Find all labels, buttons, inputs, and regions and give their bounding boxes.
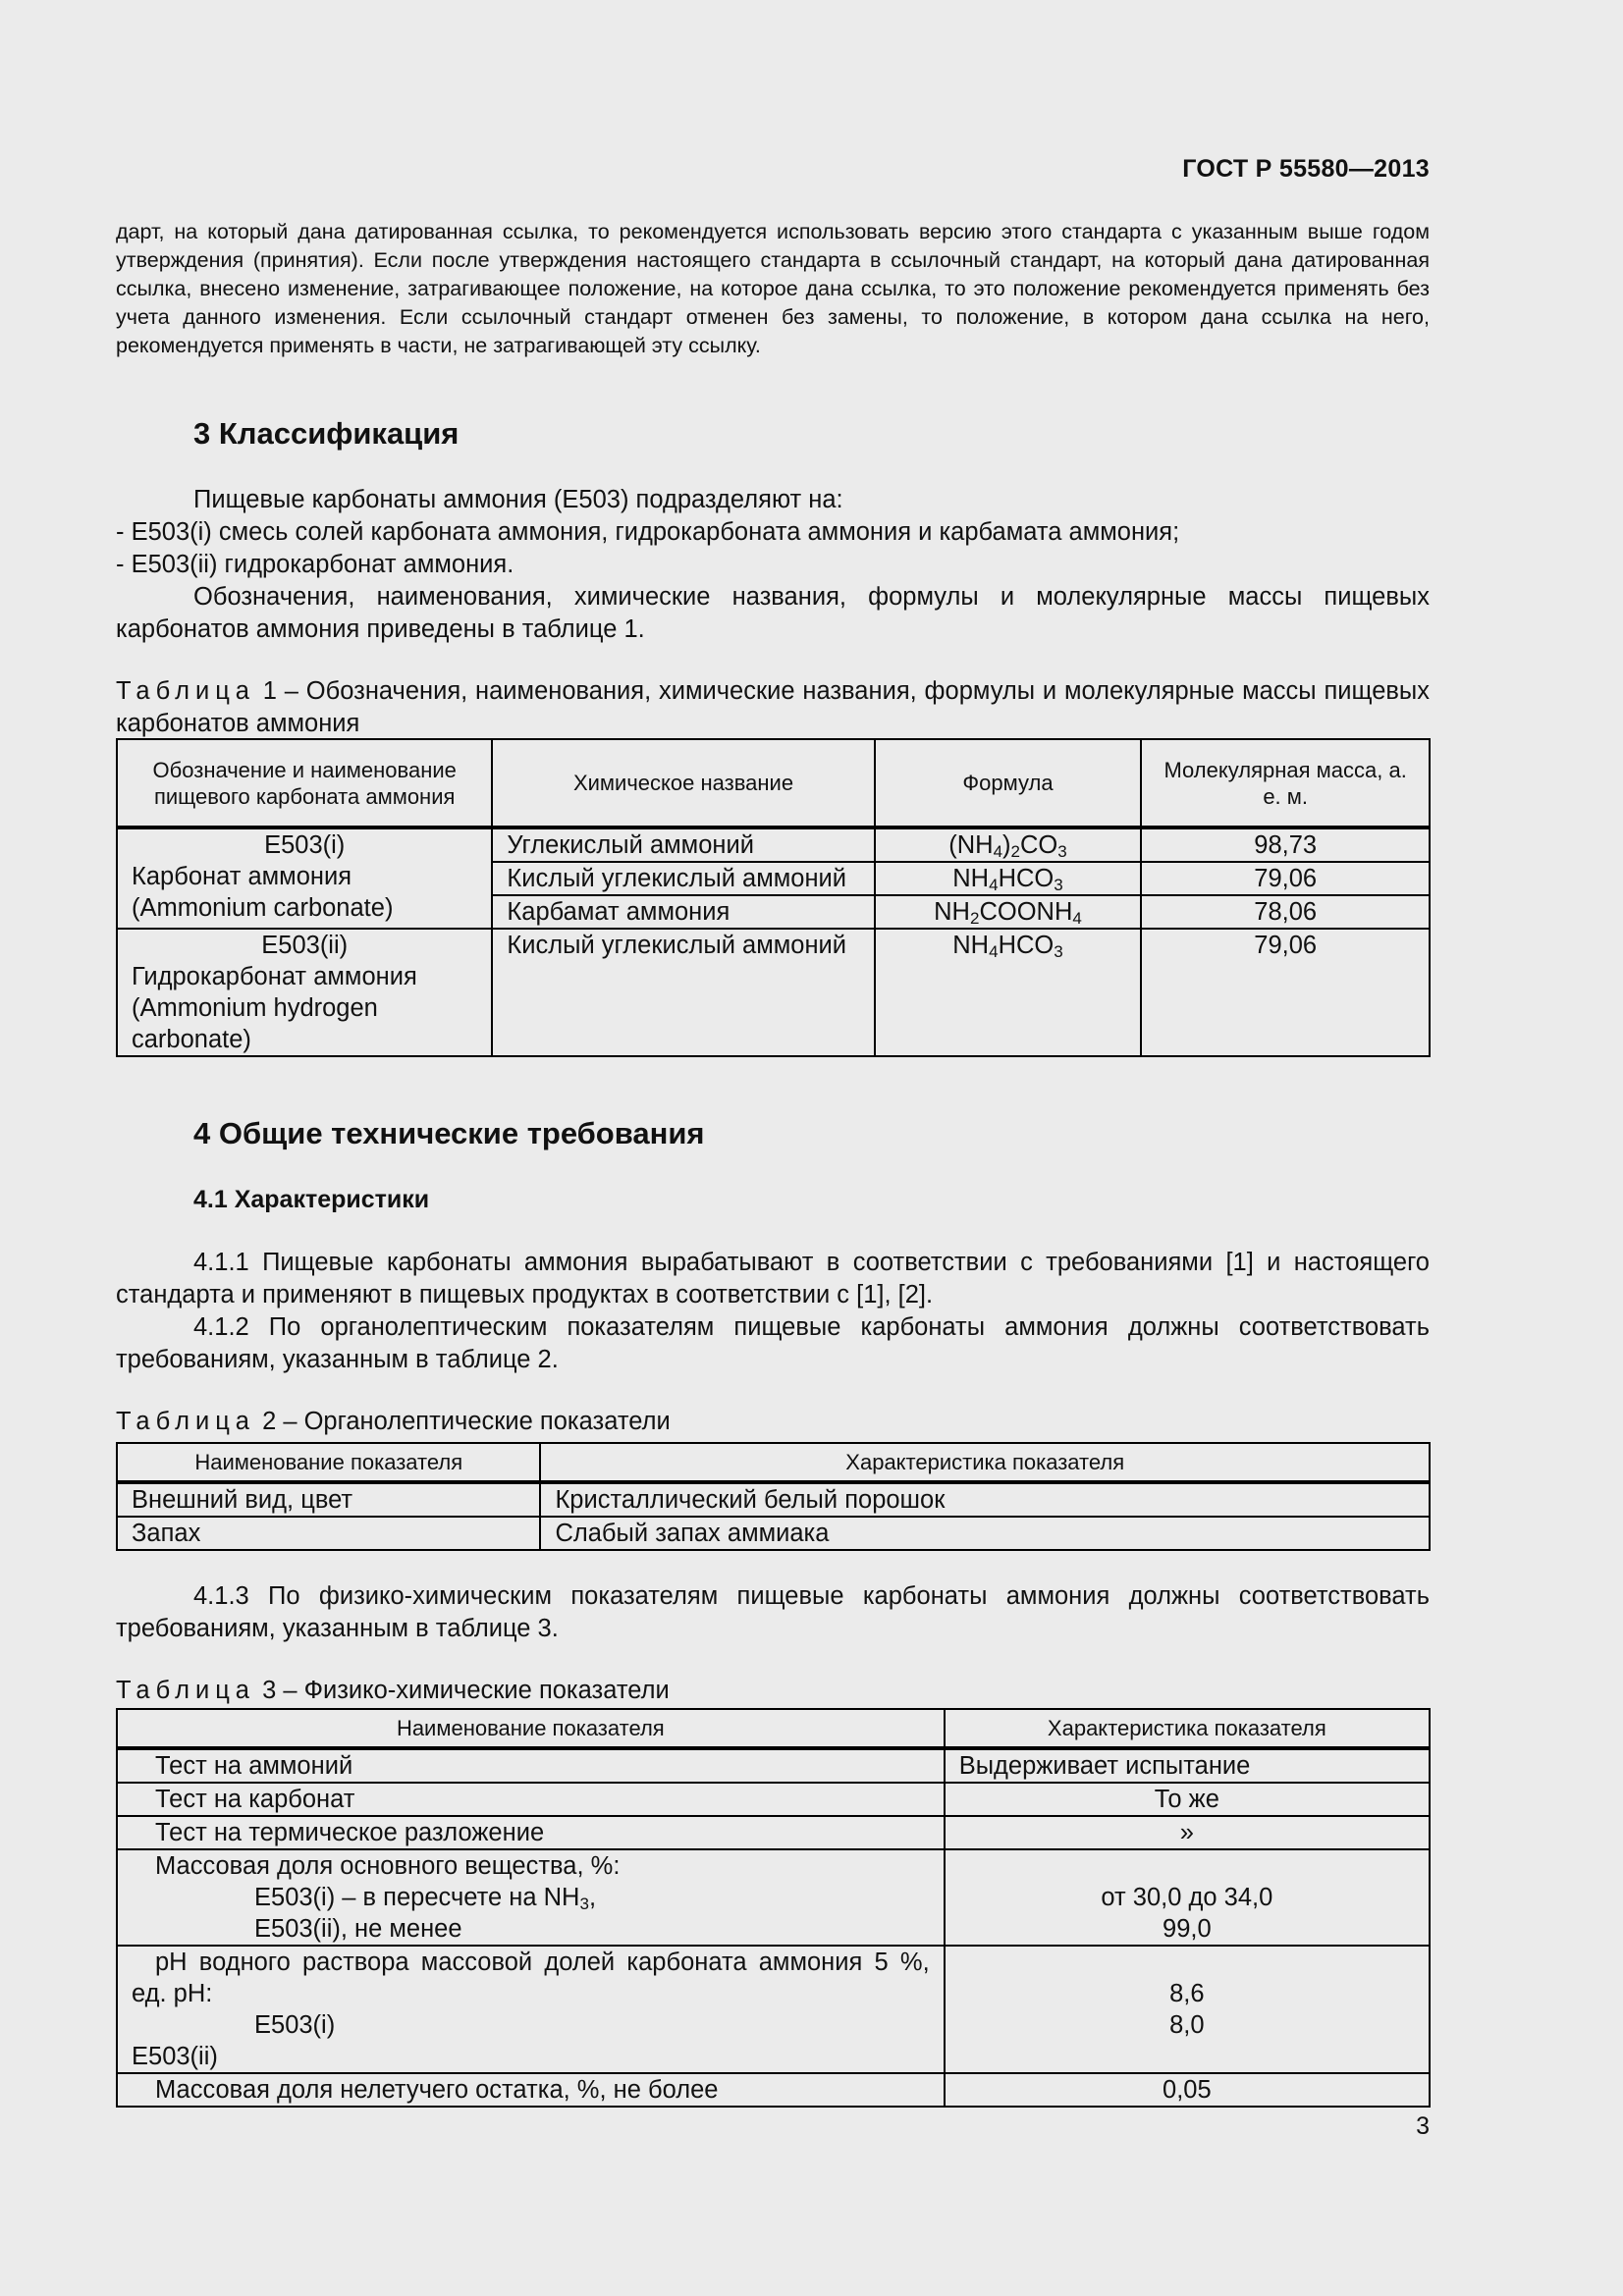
intro-paragraph: дарт, на который дана датированная ссылка, то рекомендуется использовать версию этого стандарта с указанным выше годом утверждения (принятия). Если после утверждения настоящего стандарта в ссылочный стандарт, на который дана датированная ссылка, внесено изменение, затрагивающее положение, на которое дана ссылка, то это положение рекомендуется применять без учета данного изменения. Если ссылочный стандарт отменен без замены, то положение, в котором дана ссылка на него, рекомендуется применять в части, не затрагивающей эту ссылку. bbox=[116, 220, 1430, 357]
table-cell: Слабый запах аммиака bbox=[540, 1517, 1430, 1550]
table-3 bbox=[116, 1708, 1431, 2108]
table-3-header-row bbox=[117, 1709, 1430, 1748]
table-3-caption bbox=[116, 1675, 1430, 1707]
section-3-line-2: - Е503(i) смесь солей карбоната аммония, гидрокарбоната аммония и карбамата аммония; bbox=[116, 518, 1180, 546]
mass-cell: 78,06 bbox=[1141, 895, 1430, 929]
paragraph-4-1-1: 4.1.1 Пищевые карбонаты аммония вырабатывают в соответствии с требованиями [1] и настоящего стандарта и применяют в пищевых продуктах в соответствии с [1], [2]. bbox=[116, 1249, 1430, 1308]
table-row bbox=[117, 1517, 1430, 1550]
chem-name-cell: Карбамат аммония bbox=[492, 895, 874, 929]
section-3-line-3: - Е503(ii) гидрокарбонат аммония. bbox=[116, 551, 514, 578]
table-2 bbox=[116, 1442, 1431, 1551]
table-cell: 8,6 8,0 bbox=[945, 1946, 1430, 2073]
caption-text: 1 – Обозначения, наименования, химические названия, формулы и молекулярные массы пищевых карбонатов аммония bbox=[116, 677, 1430, 737]
section-3-line-1: Пищевые карбонаты аммония (Е503) подразделяют на: bbox=[193, 486, 843, 513]
table-3-header-cell: Характеристика показателя bbox=[945, 1709, 1430, 1748]
table-1-header-cell: Формула bbox=[875, 739, 1142, 828]
formula-cell: $NH_2COONH_4$ bbox=[875, 895, 1142, 929]
caption-word: Таблица bbox=[116, 677, 255, 705]
table-row bbox=[117, 1816, 1430, 1849]
caption-text: 2 – Органолептические показатели bbox=[254, 1408, 671, 1435]
caption-word: Таблица bbox=[116, 1677, 255, 1704]
group-2-cell bbox=[117, 929, 492, 1056]
table-1-header-cell: Молекулярная масса, а. е. м. bbox=[1141, 739, 1430, 828]
chem-name-cell: Углекислый аммоний bbox=[492, 828, 874, 862]
table-cell: Массовая доля нелетучего остатка, %, не более bbox=[117, 2073, 945, 2107]
table-row bbox=[117, 1783, 1430, 1816]
table-cell: Массовая доля основного вещества, %: Е503(i) – в пересчете на $NH_3$, Е503(ii), не менее bbox=[117, 1849, 945, 1946]
table-cell: Тест на аммоний bbox=[117, 1748, 945, 1783]
table-cell: » bbox=[945, 1816, 1430, 1849]
table-1-caption bbox=[116, 675, 1430, 740]
caption-text: 3 – Физико-химические показатели bbox=[254, 1677, 670, 1704]
table-1-header-cell: Химическое название bbox=[492, 739, 874, 828]
mass-cell: 79,06 bbox=[1141, 862, 1430, 895]
section-3-body bbox=[116, 484, 1430, 646]
paragraph-4-1-2: 4.1.2 По органолептическим показателям пищевые карбонаты аммония должны соответствовать требованиям, указанным в таблице 2. bbox=[116, 1313, 1430, 1373]
section-4-title: 4 Общие технические требования bbox=[193, 1116, 705, 1150]
chem-name-cell: Кислый углекислый аммоний bbox=[492, 862, 874, 895]
group-2-name: Гидрокарбонат аммония (Ammonium hydrogen carbonate) bbox=[132, 963, 417, 1053]
table-row bbox=[117, 828, 1430, 862]
section-4-1-title: 4.1 Характеристики bbox=[193, 1186, 430, 1213]
group-1-code: Е503(i) bbox=[264, 831, 346, 859]
formula-cell: $(NH_4)_2CO_3$ bbox=[875, 828, 1142, 862]
table-cell: Выдерживает испытание bbox=[945, 1748, 1430, 1783]
section-3-line-4: Обозначения, наименования, химические названия, формулы и молекулярные массы пищевых карбонатов аммония приведены в таблице 1. bbox=[116, 583, 1430, 643]
table-1-header-cell: Обозначение и наименование пищевого карбоната аммония bbox=[117, 739, 492, 828]
formula-cell: $NH_4HCO_3$ bbox=[875, 862, 1142, 895]
table-cell: То же bbox=[945, 1783, 1430, 1816]
section-3-title: 3 Классификация bbox=[193, 416, 460, 451]
table-cell: 0,05 bbox=[945, 2073, 1430, 2107]
caption-word: Таблица bbox=[116, 1408, 255, 1435]
mass-cell: 79,06 bbox=[1141, 929, 1430, 1056]
mass-cell: 98,73 bbox=[1141, 828, 1430, 862]
group-1-cell bbox=[117, 828, 492, 929]
group-1-name: Карбонат аммония (Ammonium carbonate) bbox=[132, 863, 394, 922]
table-cell: Внешний вид, цвет bbox=[117, 1482, 540, 1517]
table-2-caption bbox=[116, 1406, 1430, 1438]
table-cell: от 30,0 до 34,0 99,0 bbox=[945, 1849, 1430, 1946]
chem-name-cell: Кислый углекислый аммоний bbox=[492, 929, 874, 1056]
table-cell: Кристаллический белый порошок bbox=[540, 1482, 1430, 1517]
table-2-header-row bbox=[117, 1443, 1430, 1482]
formula-cell: $NH_4HCO_3$ bbox=[875, 929, 1142, 1056]
paragraph-4-1-3: 4.1.3 По физико-химическим показателям пищевые карбонаты аммония должны соответствовать требованиям, указанным в таблице 3. bbox=[116, 1582, 1430, 1642]
table-3-header-cell: Наименование показателя bbox=[117, 1709, 945, 1748]
document-code: ГОСТ Р 55580—2013 bbox=[1182, 155, 1430, 183]
table-cell: Тест на карбонат bbox=[117, 1783, 945, 1816]
table-row bbox=[117, 1849, 1430, 1946]
table-1 bbox=[116, 738, 1431, 1057]
table-1-header-row bbox=[117, 739, 1430, 828]
table-cell: Запах bbox=[117, 1517, 540, 1550]
group-2-code: Е503(ii) bbox=[261, 932, 349, 959]
table-row bbox=[117, 2073, 1430, 2107]
table-row bbox=[117, 1482, 1430, 1517]
table-cell: рН водного раствора массовой долей карбоната аммония 5 %, ед. рН: Е503(i) Е503(ii) bbox=[117, 1946, 945, 2073]
table-row bbox=[117, 929, 1430, 1056]
table-2-header-cell: Наименование показателя bbox=[117, 1443, 540, 1482]
page-number: 3 bbox=[1416, 2112, 1430, 2140]
table-row bbox=[117, 1748, 1430, 1783]
table-2-header-cell: Характеристика показателя bbox=[540, 1443, 1430, 1482]
table-cell: Тест на термическое разложение bbox=[117, 1816, 945, 1849]
table-row bbox=[117, 1946, 1430, 2073]
